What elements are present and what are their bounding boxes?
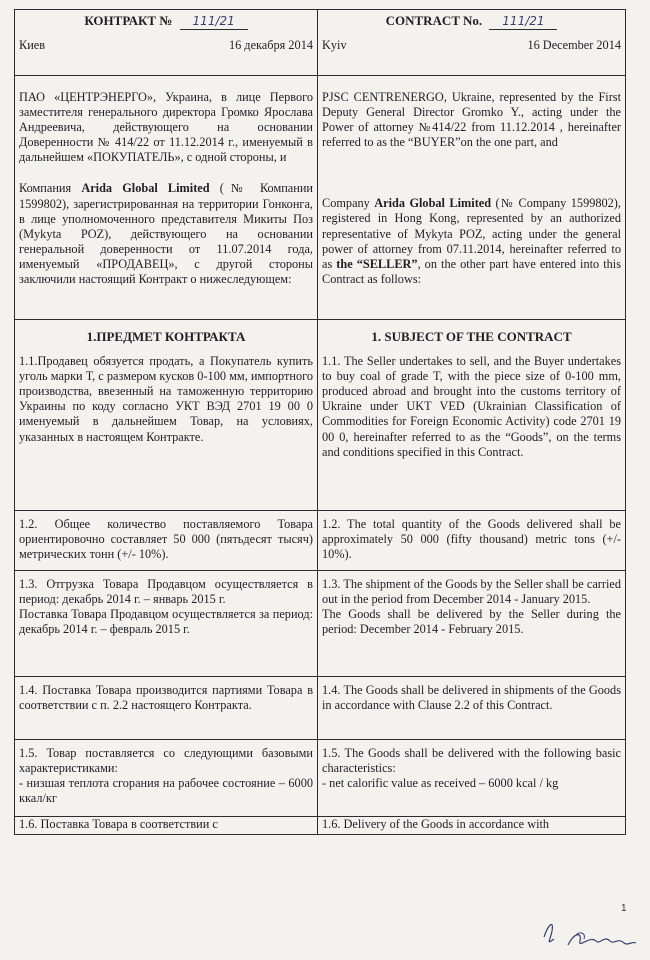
en-clause-1-3-delivery: The Goods shall be delivered by the Seller during the period: December 2014 - February 2015.	[322, 607, 621, 637]
bilingual-contract-table	[14, 9, 626, 835]
en-clause-1-2: 1.2. The total quantity of the Goods delivered shall be approximately 50 000 (fifty thousand) metric tons (+/- 10%).	[322, 517, 621, 562]
ru-clause-1-2: 1.2. Общее количество поставляемого Товара ориентировочно составляет 50 000 (пятьдесят тысяч) метрических тонн (+/- 10%).	[19, 517, 313, 562]
ru-header-cell	[15, 10, 318, 76]
en-clause-1-5-cell	[318, 740, 626, 817]
page-number: 1	[621, 903, 627, 914]
header-row	[15, 10, 626, 76]
ru-buyer-paragraph: ПАО «ЦЕНТРЭНЕРГО», Украина, в лице Первого заместителя генерального директора Громко Ярослава Андреевича, действующего на основании Доверенности № 414/22 от 11.12.2014 г., именуемый в дальнейшем «ПОКУПАТЕЛЬ», с одной стороны, и	[19, 90, 313, 165]
en-date: 16 December 2014	[527, 38, 621, 53]
ru-section-title: 1.ПРЕДМЕТ КОНТРАКТА	[86, 329, 246, 344]
ru-clause-1-6-cell	[15, 817, 318, 835]
en-clause-1-5-calorific: - net calorific value as received – 6000 kcal / kg	[322, 776, 559, 791]
handwritten-signature	[540, 905, 640, 955]
ru-clause-1-3-delivery: Поставка Товара Продавцом осуществляется за период: декабрь 2014 г. – февраль 2015 г.	[19, 607, 313, 637]
en-clause-1-3-shipment: 1.3. The shipment of the Goods by the Seller shall be carried out in the period from December 2014 - January 2015.	[322, 577, 621, 607]
ru-date: 16 декабря 2014	[228, 38, 313, 53]
contract-number-handwritten: 111/21	[180, 14, 248, 30]
en-clause-1-1: 1.1. The Seller undertakes to sell, and the Buyer undertakes to buy coal of grade T, with the piece size of 0-100 mm, produced abroad and brought into the customs territory of Ukraine under UKT VED (Ukrainian Classification of Commodities for Foreign Economic Activity) code 2701 19 00 0, hereinafter referred to as the “Goods”, on the terms and conditions specified in this Contract.	[322, 354, 621, 459]
seller-company-name: Arida Global Limited	[81, 181, 210, 196]
en-city: Kyiv	[322, 38, 347, 53]
en-clause-1-6-cell	[318, 817, 626, 835]
ru-parties-cell	[15, 76, 318, 320]
en-clause-1-4: 1.4. The Goods shall be delivered in shipments of the Goods in accordance with Clause 2.2 of this Contract.	[322, 683, 621, 713]
parties-row	[15, 76, 626, 320]
seller-company-name: Arida Global Limited	[374, 196, 492, 211]
ru-clause-1-5: 1.5. Товар поставляется со следующими базовыми характеристиками:	[19, 746, 313, 776]
clause-1-3-row	[15, 571, 626, 677]
ru-clause-1-5-calorific: - низшая теплота сгорания на рабочее состояние – 6000 ккал/кг	[19, 776, 313, 806]
en-seller-paragraph: Company Arida Global Limited (№ Company 1599802), registered in Hong Kong, represented by an authorized representative of Mykyta POZ, acting under the general power of attorney from 07.11.2014, hereinafter referred to as the “SELLER”, on the other part have entered into this Contract as follows:	[322, 196, 621, 286]
en-clause-1-3-cell	[318, 571, 626, 677]
clause-1-1-row	[15, 320, 626, 511]
ru-clause-1-4-cell	[15, 677, 318, 740]
ru-city: Киев	[19, 38, 46, 53]
en-clause-1-1-cell	[318, 320, 626, 511]
ru-clause-1-2-cell	[15, 511, 318, 571]
clause-1-6-row	[15, 817, 626, 835]
ru-clause-1-1-cell	[15, 320, 318, 511]
en-clause-1-4-cell	[318, 677, 626, 740]
ru-clause-1-6: 1.6. Поставка Товара в соответствии с	[19, 817, 218, 831]
en-parties-cell	[318, 76, 626, 320]
clause-1-5-row	[15, 740, 626, 817]
en-place-date	[322, 38, 621, 53]
ru-clause-1-4: 1.4. Поставка Товара производится партиями Товара в соответствии с п. 2.2 настоящего Контракта.	[19, 683, 313, 713]
ru-clause-1-1: 1.1.Продавец обязуется продать, а Покупатель купить уголь марки Т, с размером кусков 0-100 мм, импортного производства, ввезенный на таможенную территорию Украины по коду согласно УКТ ВЭД 2701 19 00 0 именуемый в дальнейшем Товар, на условиях, указанных в настоящем Контракте.	[19, 354, 313, 444]
clause-1-4-row	[15, 677, 626, 740]
ru-place-date	[19, 38, 313, 53]
en-contract-title: CONTRACT No. 111/21	[322, 10, 621, 30]
en-clause-1-6: 1.6. Delivery of the Goods in accordance with	[322, 817, 550, 831]
contract-number-handwritten: 111/21	[489, 14, 557, 30]
ru-seller-paragraph: Компания Arida Global Limited (№ Компании 1599802), зарегистрированная на территории Гонконга, в лице уполномоченного представителя Микиты Поз (Mykyta POZ), действующего на основании генеральной доверенности от 11.07.2014 года, именуемый «ПРОДАВЕЦ», с другой стороны заключили настоящий Контракт о нижеследующем:	[19, 181, 314, 287]
en-clause-1-2-cell	[318, 511, 626, 571]
ru-contract-title: КОНТРАКТ № 111/21	[19, 10, 313, 30]
en-clause-1-5: 1.5. The Goods shall be delivered with the following basic characteristics:	[322, 746, 621, 776]
clause-1-2-row	[15, 511, 626, 571]
en-header-cell	[318, 10, 626, 76]
ru-clause-1-3-cell	[15, 571, 318, 677]
ru-clause-1-5-cell	[15, 740, 318, 817]
en-section-title: 1. SUBJECT OF THE CONTRACT	[371, 329, 572, 344]
ru-clause-1-3-shipment: 1.3. Отгрузка Товара Продавцом осуществляется в период: декабрь 2014 г. – январь 2015 г.	[19, 577, 313, 607]
en-buyer-paragraph: PJSC CENTRENERGO, Ukraine, represented by the First Deputy General Director Gromko Y., acting under the Power of attorney №414/22 from 11.12.2014 , hereinafter referred to as the “BUYER”on the one part, and	[322, 90, 621, 150]
